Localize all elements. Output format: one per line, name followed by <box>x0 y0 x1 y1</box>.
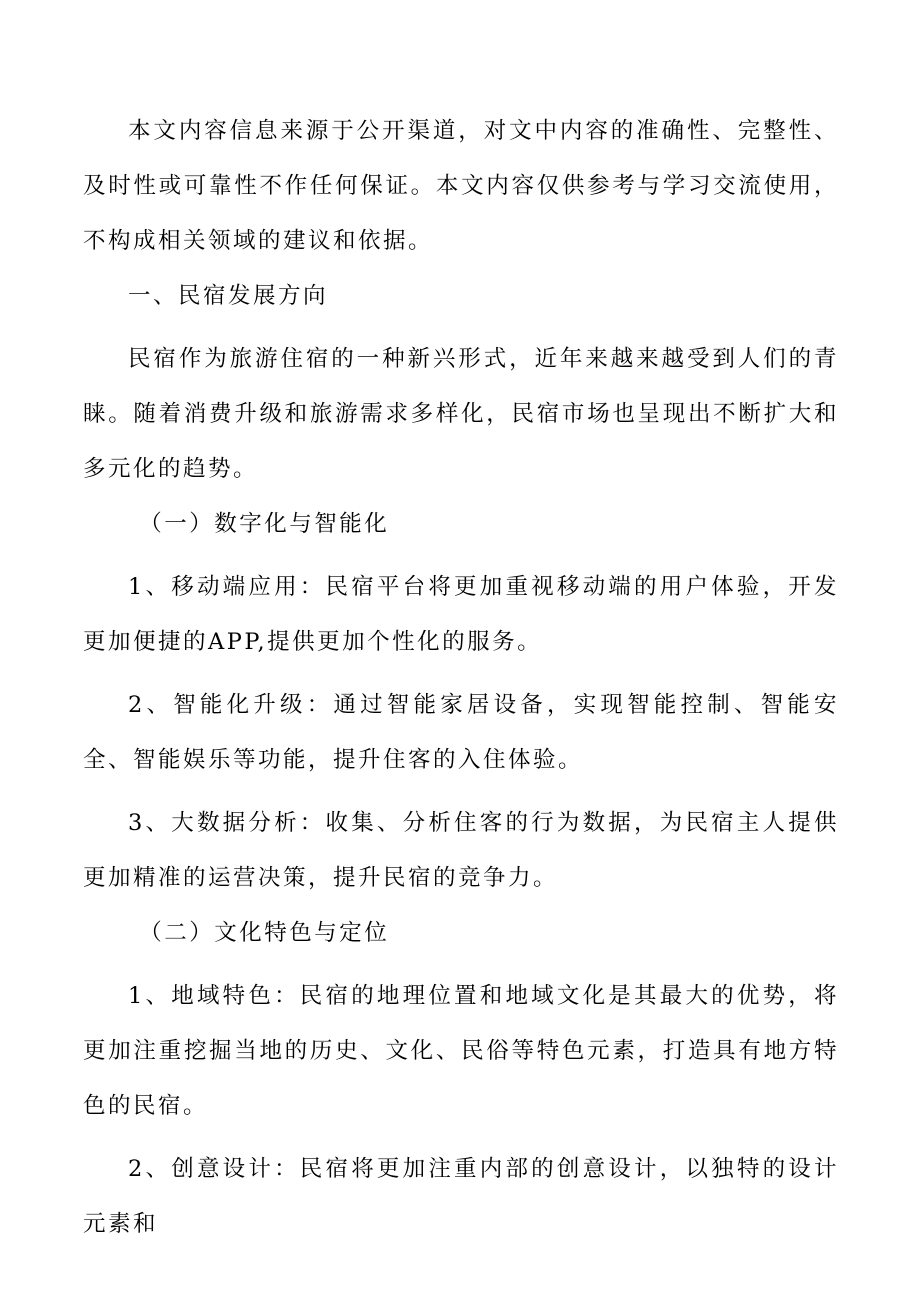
subsection-heading-digital-intelligent: （一）数字化与智能化 <box>139 511 390 537</box>
section-intro-paragraph: 民宿作为旅游住宿的一种新兴形式，近年来越来越受到人们的青睐。随着消费升级和旅游需求多样化，民宿市场也呈现出不断扩大和多元化的趋势。 <box>83 346 839 482</box>
section-heading-development-direction: 一、民宿发展方向 <box>128 283 329 309</box>
disclaimer-paragraph: 本文内容信息来源于公开渠道，对文中内容的准确性、完整性、及时性或可靠性不作任何保证。本文内容仅供参考与学习交流使用，不构成相关领域的建议和依据。 <box>83 118 839 254</box>
list-item-mobile-app: 1、移动端应用：民宿平台将更加重视移动端的用户体验，开发更加便捷的APP,提供更加个性化的服务。 <box>83 574 839 655</box>
document-page <box>83 104 839 1252</box>
list-item-regional-features: 1、地域特色：民宿的地理位置和地域文化是其最大的优势，将更加注重挖掘当地的历史、文化、民俗等特色元素，打造具有地方特色的民宿。 <box>83 983 839 1119</box>
list-item-big-data: 3、大数据分析：收集、分析住客的行为数据，为民宿主人提供更加精准的运营决策，提升民宿的竞争力。 <box>83 810 839 891</box>
list-item-smart-upgrade: 2、智能化升级：通过智能家居设备，实现智能控制、智能安全、智能娱乐等功能，提升住客的入住体验。 <box>83 692 839 773</box>
subsection-heading-culture-positioning: （二）文化特色与定位 <box>139 920 390 946</box>
list-item-creative-design: 2、创意设计：民宿将更加注重内部的创意设计，以独特的设计元素和 <box>83 1156 839 1237</box>
